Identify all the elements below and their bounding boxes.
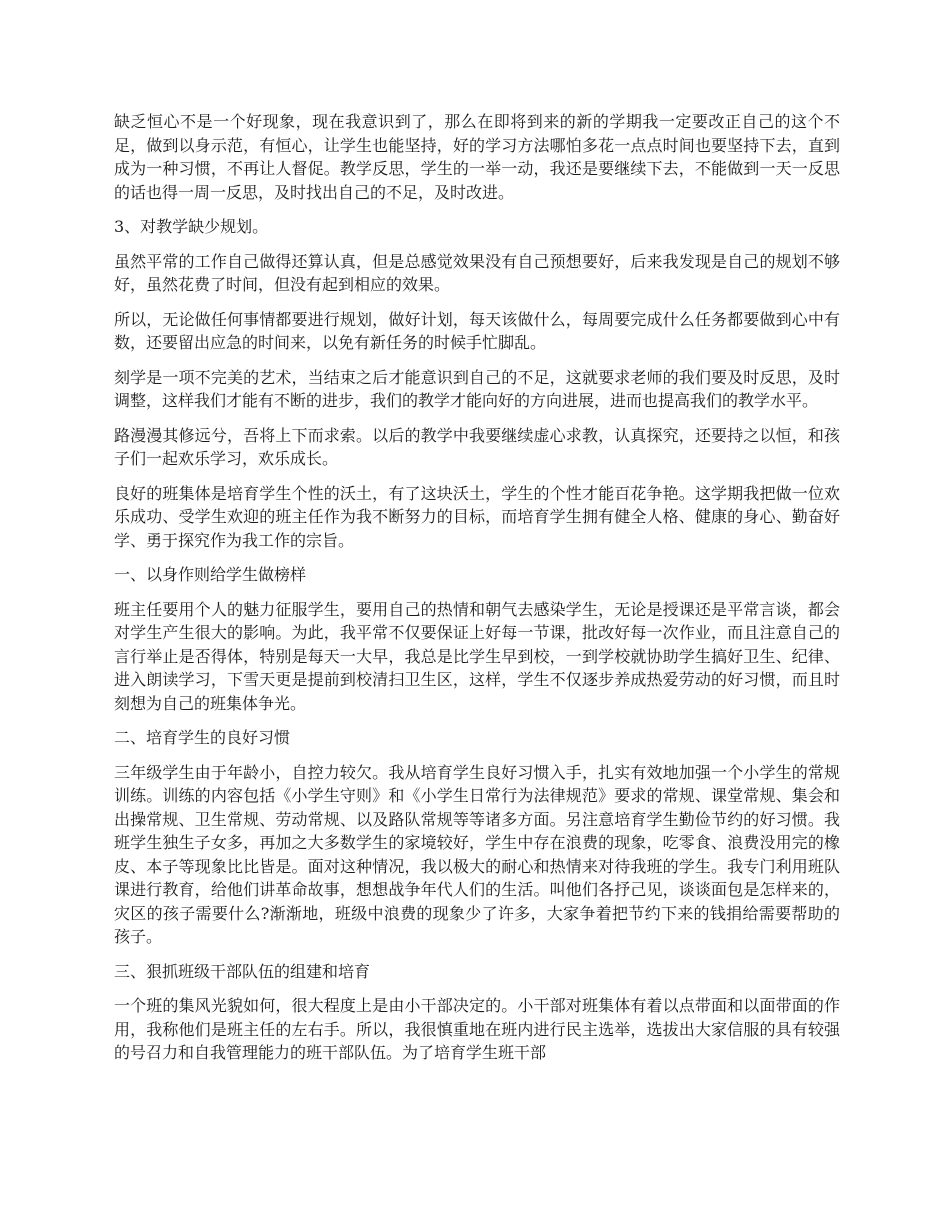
- paragraph-reflection: 刻学是一项不完美的艺术，当结束之后才能意识到自己的不足，这就要求老师的我们要及时反思，及时调整，这样我们才能有不断的进步，我们的教学才能向好的方向进展，进而也提高我们的教学水平。: [114, 367, 840, 410]
- paragraph-class-collective: 良好的班集体是培育学生个性的沃土，有了这块沃土，学生的个性才能百花争艳。这学期我把做一位欢乐成功、受学生欢迎的班主任作为我不断努力的目标，而培育学生拥有健全人格、健康的身心、勤奋好学、勇于探究作为我工作的宗旨。: [114, 483, 840, 550]
- paragraph-lead-by-example: 班主任要用个人的魅力征服学生，要用自己的热情和朝气去感染学生，无论是授课还是平常言谈，都会对学生产生很大的影响。为此，我平常不仅要保证上好每一节课，批改好每一次作业，而且注意自己的言行举止是否得体，特别是每天一大早，我总是比学生早到校，一到学校就协助学生搞好卫生、纪律、进入朗读学习，下雪天更是提前到校清扫卫生区，这样，学生不仅逐步养成热爱劳动的好习惯，而且时刻想为自己的班集体争光。: [114, 599, 840, 713]
- heading-lead-by-example: 一、以身作则给学生做榜样: [114, 565, 307, 584]
- paragraph-future: 路漫漫其修远兮，吾将上下而求索。以后的教学中我要继续虚心求教，认真探究，还要持之以恒，和孩子们一起欢乐学习，欢乐成长。: [114, 425, 840, 468]
- paragraph-planning-effect: 虽然平常的工作自己做得还算认真，但是总感觉效果没有自己预想要好，后来我发现是自己的规划不够好，虽然花费了时间，但没有起到相应的效果。: [114, 251, 840, 294]
- paragraph-good-habits: 三年级学生由于年龄小，自控力较欠。我从培育学生良好习惯入手，扎实有效地加强一个小学生的常规训练。训练的内容包括《小学生守则》和《小学生日常行为法律规范》要求的常规、课堂常规、集会和出操常规、卫生常规、劳动常规、以及路队常规等等诸多方面。另注意培育学生勤俭节约的好习惯。我班学生独生子女多，再加之大多数学生的家境较好，学生中存在浪费的现象，吃零食、浪费没用完的橡皮、本子等现象比比皆是。面对这种情况，我以极大的耐心和热情来对待我班的学生。我专门利用班队课进行教育，给他们讲革命故事，想想战争年代人们的生活。叫他们各抒己见，谈谈面包是怎样来的，灾区的孩子需要什么?渐渐地，班级中浪费的现象少了许多，大家争着把节约下来的钱捐给需要帮助的孩子。: [114, 762, 840, 946]
- paragraph-perseverance: 缺乏恒心不是一个好现象，现在我意识到了，那么在即将到来的新的学期我一定要改正自己的这个不足，做到以身示范，有恒心，让学生也能坚持，好的学习方法哪怕多花一点点时间也要坚持下去，直到成为一种习惯，不再让人督促。教学反思，学生的一举一动，我还是要继续下去，不能做到一天一反思的话也得一周一反思，及时找出自己的不足，及时改进。: [114, 112, 840, 202]
- heading-teaching-planning: 3、对教学缺少规划。: [114, 217, 269, 236]
- paragraph-planning-advice: 所以，无论做任何事情都要进行规划，做好计划，每天该做什么，每周要完成什么任务都要做到心中有数，还要留出应急的时间来，以免有新任务的时候手忙脚乱。: [114, 309, 840, 352]
- paragraph-class-cadres: 一个班的集风光貌如何，很大程度上是由小干部决定的。小干部对班集体有着以点带面和以面带面的作用，我称他们是班主任的左右手。所以，我很慎重地在班内进行民主选举，选拔出大家信服的具有较强的号召力和自我管理能力的班干部队伍。为了培育学生班干部: [114, 996, 840, 1062]
- document-body: [114, 110, 840, 1076]
- heading-class-cadres: 三、狠抓班级干部队伍的组建和培育: [114, 961, 371, 981]
- heading-good-habits: 二、培育学生的良好习惯: [114, 728, 291, 747]
